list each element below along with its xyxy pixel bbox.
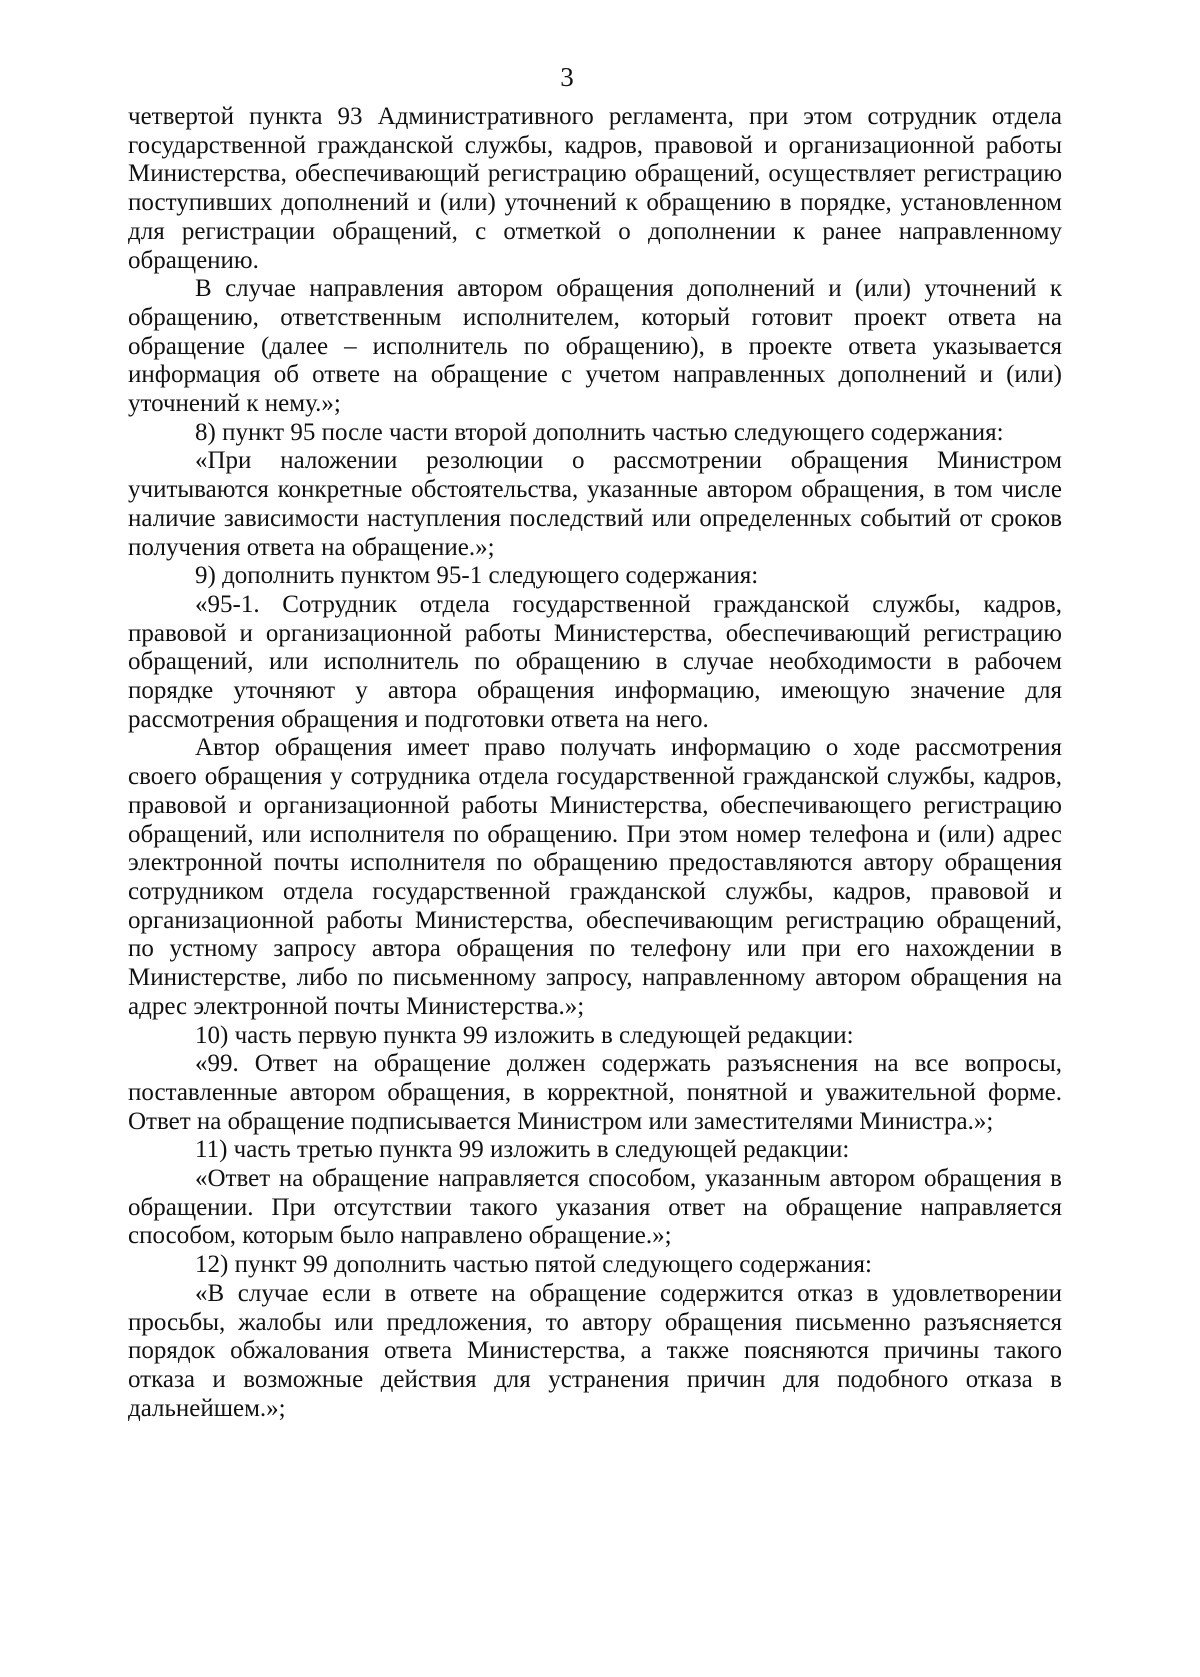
paragraph: «В случае если в ответе на обращение содержится отказ в удовлетворении просьбы, жалобы или предложения, то автору обращения письменно разъясняется порядок обжалования ответа Министерства, а также поясняются причины такого отказа и возможные действия для устранения причин для подобного отказа в дальнейшем.»; (128, 1279, 1062, 1422)
paragraph: 12) пункт 99 дополнить частью пятой следующего содержания: (195, 1251, 873, 1279)
paragraph: 8) пункт 95 после части второй дополнить частью следующего содержания: (195, 418, 1004, 446)
paragraph: «Ответ на обращение направляется способом, указанным автором обращения в обращении. При отсутствии такого указания ответ на обращение направляется способом, которым было направлено обращение.»; (128, 1165, 1062, 1250)
paragraph: «При наложении резолюции о рассмотрении обращения Министром учитываются конкретные обстоятельства, указанные автором обращения, в том числе наличие зависимости наступления последствий или определенных событий от сроков получения ответа на обращение.»; (128, 447, 1062, 561)
paragraph: 11) часть третью пункта 99 изложить в следующей редакции: (195, 1136, 850, 1164)
document-body (128, 103, 1062, 1423)
paragraph: «95-1. Сотрудник отдела государственной гражданской службы, кадров, правовой и организационной работы Министерства, обеспечивающий регистрацию обращений, или исполнитель по обращению в случае необходимости в рабочем порядке уточняют у автора обращения информацию, имеющую значение для рассмотрения обращения и подготовки ответа на него. (128, 590, 1062, 733)
paragraph: Автор обращения имеет право получать информацию о ходе рассмотрения своего обращения у сотрудника отдела государственной гражданской службы, кадров, правовой и организационной работы Министерства, обеспечивающего регистрацию обращений, или исполнителя по обращению. При этом номер телефона и (или) адрес электронной почты исполнителя по обращению предоставляются автору обращения сотрудником отдела государственной гражданской службы, кадров, правовой и организационной работы Министерства, обеспечивающим регистрацию обращений, по устному запросу автора обращения по телефону или при его нахождении в Министерстве, либо по письменному запросу, направленному автором обращения на адрес электронной почты Министерства.»; (128, 734, 1062, 1020)
paragraph: «99. Ответ на обращение должен содержать разъяснения на все вопросы, поставленные автором обращения, в корректной, понятной и уважительной форме. Ответ на обращение подписывается Министром или заместителями Министра.»; (128, 1050, 1062, 1135)
paragraph: В случае направления автором обращения дополнений и (или) уточнений к обращению, ответственным исполнителем, который готовит проект ответа на обращение (далее – исполнитель по обращению), в проекте ответа указывается информация об ответе на обращение с учетом направленных дополнений и (или) уточнений к нему.»; (128, 275, 1062, 418)
paragraph: 9) дополнить пунктом 95-1 следующего содержания: (195, 562, 759, 590)
paragraph: 10) часть первую пункта 99 изложить в следующей редакции: (195, 1021, 854, 1049)
paragraph: четвертой пункта 93 Административного регламента, при этом сотрудник отдела государственной гражданской службы, кадров, правовой и организационной работы Министерства, обеспечивающий регистрацию обращений, осуществляет регистрацию поступивших дополнений и (или) уточнений к обращению в порядке, установленном для регистрации обращений, с отметкой о дополнении к ранее направленному обращению. (128, 103, 1062, 274)
page-number: 3 (560, 62, 574, 92)
